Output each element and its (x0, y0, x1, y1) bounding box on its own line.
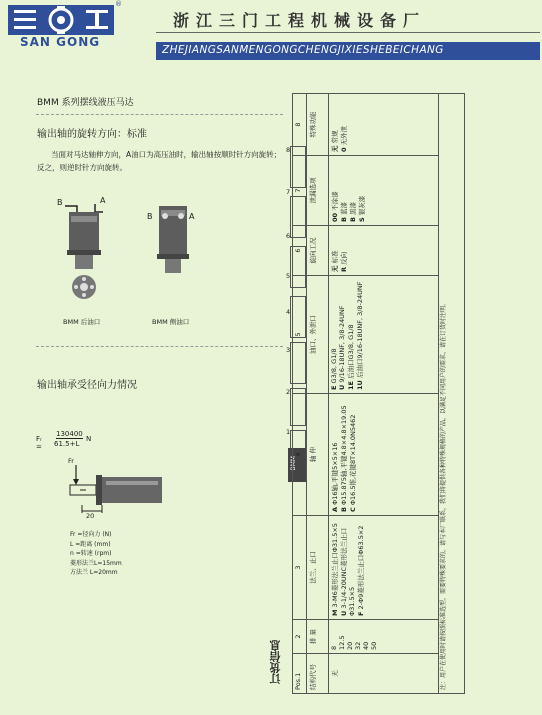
displacement-list (329, 620, 439, 654)
port-item: E G3/8, G1/8 (330, 348, 338, 390)
leakage-list (329, 156, 439, 226)
company-name-cn: 浙江三门工程机械设备厂 (173, 11, 427, 30)
displacement-item: 20 (346, 641, 354, 650)
order-info-table-wrapper (292, 94, 482, 694)
formula-unit: N (86, 435, 92, 443)
side-port-b-label: B (147, 212, 153, 221)
col-title-3: 法兰、止口 (307, 516, 329, 620)
order-info-table (292, 93, 465, 694)
port-item: 1E 后油口G3/8, G1/8 (347, 324, 355, 390)
port-a-label: A (100, 196, 106, 205)
model-box-text: BMM (290, 456, 297, 471)
company-logo-icon (8, 5, 114, 35)
displacement-item: 8 (330, 645, 338, 650)
rotation-description: 当面对马达轴伸方向，A油口为高压油时，输出轴按顺时针方向旋转；反之，则逆时针方向旋转。 (37, 150, 282, 172)
col-title-5: 油口、外泄口 (307, 276, 329, 394)
legend-line: 菱形法兰L=15mm (70, 559, 122, 567)
leakage-item: S 银灰漆 (358, 195, 366, 222)
col-title-7: 泄漏选项 (307, 156, 329, 226)
displacement-item: 40 (362, 641, 370, 650)
motor-rear-view-icon (55, 192, 125, 322)
header-divider (156, 32, 540, 33)
code-pos-5: 5 (286, 272, 291, 280)
displacement-item: 50 (370, 641, 378, 650)
code-pos-7: 7 (286, 188, 291, 196)
rotation-list (329, 226, 439, 276)
col-num-6: 6 (293, 226, 307, 276)
port-item: U 9/16-18UNF, 3/8-24UNF (338, 305, 346, 390)
col-title-4: 轴 伸 (307, 394, 329, 516)
pos-header: Pos.1 (293, 654, 307, 694)
order-info-title: 订货信息 (269, 640, 282, 684)
port-item: 1U 后油口9/16-18UNF, 3/8-24UNF (356, 281, 364, 390)
special-list (329, 94, 439, 156)
dimension-label: 20 (86, 512, 95, 520)
motor-side-view-icon (145, 198, 205, 288)
displacement-item: 32 (354, 641, 362, 650)
code-pos-6: 6 (286, 232, 291, 240)
rear-port-motor-drawing (55, 192, 125, 322)
shaft-item: C Φ16.5锥,花键8T×14.0N5462 (349, 414, 357, 512)
code-pos-4: 4 (286, 308, 291, 316)
port-b-label: B (57, 198, 63, 207)
col-title-8: 特殊功能 (307, 94, 329, 156)
col-title-6: 旋向工况 (307, 226, 329, 276)
order-note: 注：用户在使用时请按照标准选型，需要特殊要求的，请与本厂联系，我们将提供各种特殊规格的产品，以满足不同用户的需求，请在订货时注明。 (439, 94, 465, 694)
flange-item: U 3-1/4-20UNC菱形法兰止口Φ31.5×5 (340, 527, 356, 616)
side-port-a-label: A (189, 212, 195, 221)
legend-line: L =距离 (mm) (70, 540, 111, 548)
leakage-item: 00 不涂漆 (331, 191, 339, 222)
special-item: 0 无外泄 (340, 125, 348, 152)
motor-load-diagram-icon (60, 455, 170, 525)
load-legend (70, 530, 122, 578)
pos1-desc: 结构代号 (307, 654, 329, 694)
special-item: 无 常规 (331, 130, 339, 152)
radial-load-title: 输出轴承受径向力情况 (37, 380, 137, 391)
flange-item: M 3-M6菱形法兰止口Φ31.5×5 (331, 523, 339, 616)
flange-item: F 2-Φ9菱形法兰止口Φ63.5×2 (357, 525, 365, 616)
registered-mark: ® (115, 0, 122, 8)
leakage-item: B 蓝漆 (340, 201, 348, 222)
port-list (329, 276, 439, 394)
side-port-motor-drawing (145, 198, 205, 288)
series-title: BMM 系列摆线液压马达 (37, 98, 134, 108)
flange-list (329, 516, 439, 620)
displacement-item: 12.5 (338, 635, 346, 650)
rotation-item: 无 标准 (331, 250, 339, 272)
col-num-5: 5 (293, 276, 307, 394)
formula-numerator: 130400 (56, 430, 83, 438)
code-pos-1: 1 (286, 428, 291, 436)
shaft-item: B Φ15.875轴,平键4.8×4.8×19.05 (340, 405, 348, 512)
formula-denominator: 61.5+L (54, 440, 80, 448)
section-divider-2 (36, 346, 283, 347)
leakage-item: B 黑漆 (349, 201, 357, 222)
pos1-value: 无 (329, 654, 439, 694)
legend-line: Fr =径向力 (N) (70, 531, 112, 538)
col-num-8: 8 (293, 94, 307, 156)
logo (6, 3, 124, 49)
logo-text: SAN GONG (20, 35, 101, 49)
shaft-list (329, 394, 439, 516)
section-divider (36, 114, 283, 115)
col-title-2: 排 量 (307, 620, 329, 654)
col-num-4: 4 (293, 394, 307, 516)
rotation-item: R 反向 (340, 251, 348, 272)
col-num-2: 2 (293, 620, 307, 654)
col-num-3: 3 (293, 516, 307, 620)
formula-lhs: Fᵣ = (36, 435, 42, 451)
shaft-item: A Φ16轴,平键5×5×16 (331, 442, 339, 512)
legend-line: n =转速 (rpm) (70, 550, 112, 557)
company-name-en: ZHEJIANGSANMENGONGCHENGJIXIESHEBEICHANG (162, 44, 444, 56)
load-arrow-label: Fr (68, 457, 74, 465)
legend-line: 方法兰 L=20mm (70, 569, 118, 576)
code-pos-8: 8 (286, 146, 291, 154)
side-port-caption: BMM 侧油口 (152, 318, 190, 326)
rotation-title: 输出轴的旋转方向：标准 (37, 129, 147, 140)
radial-load-drawing (60, 455, 170, 525)
code-pos-2: 2 (286, 388, 291, 396)
code-pos-3: 3 (286, 346, 291, 354)
rear-port-caption: BMM 后油口 (63, 318, 101, 326)
col-num-7: 7 (293, 156, 307, 226)
